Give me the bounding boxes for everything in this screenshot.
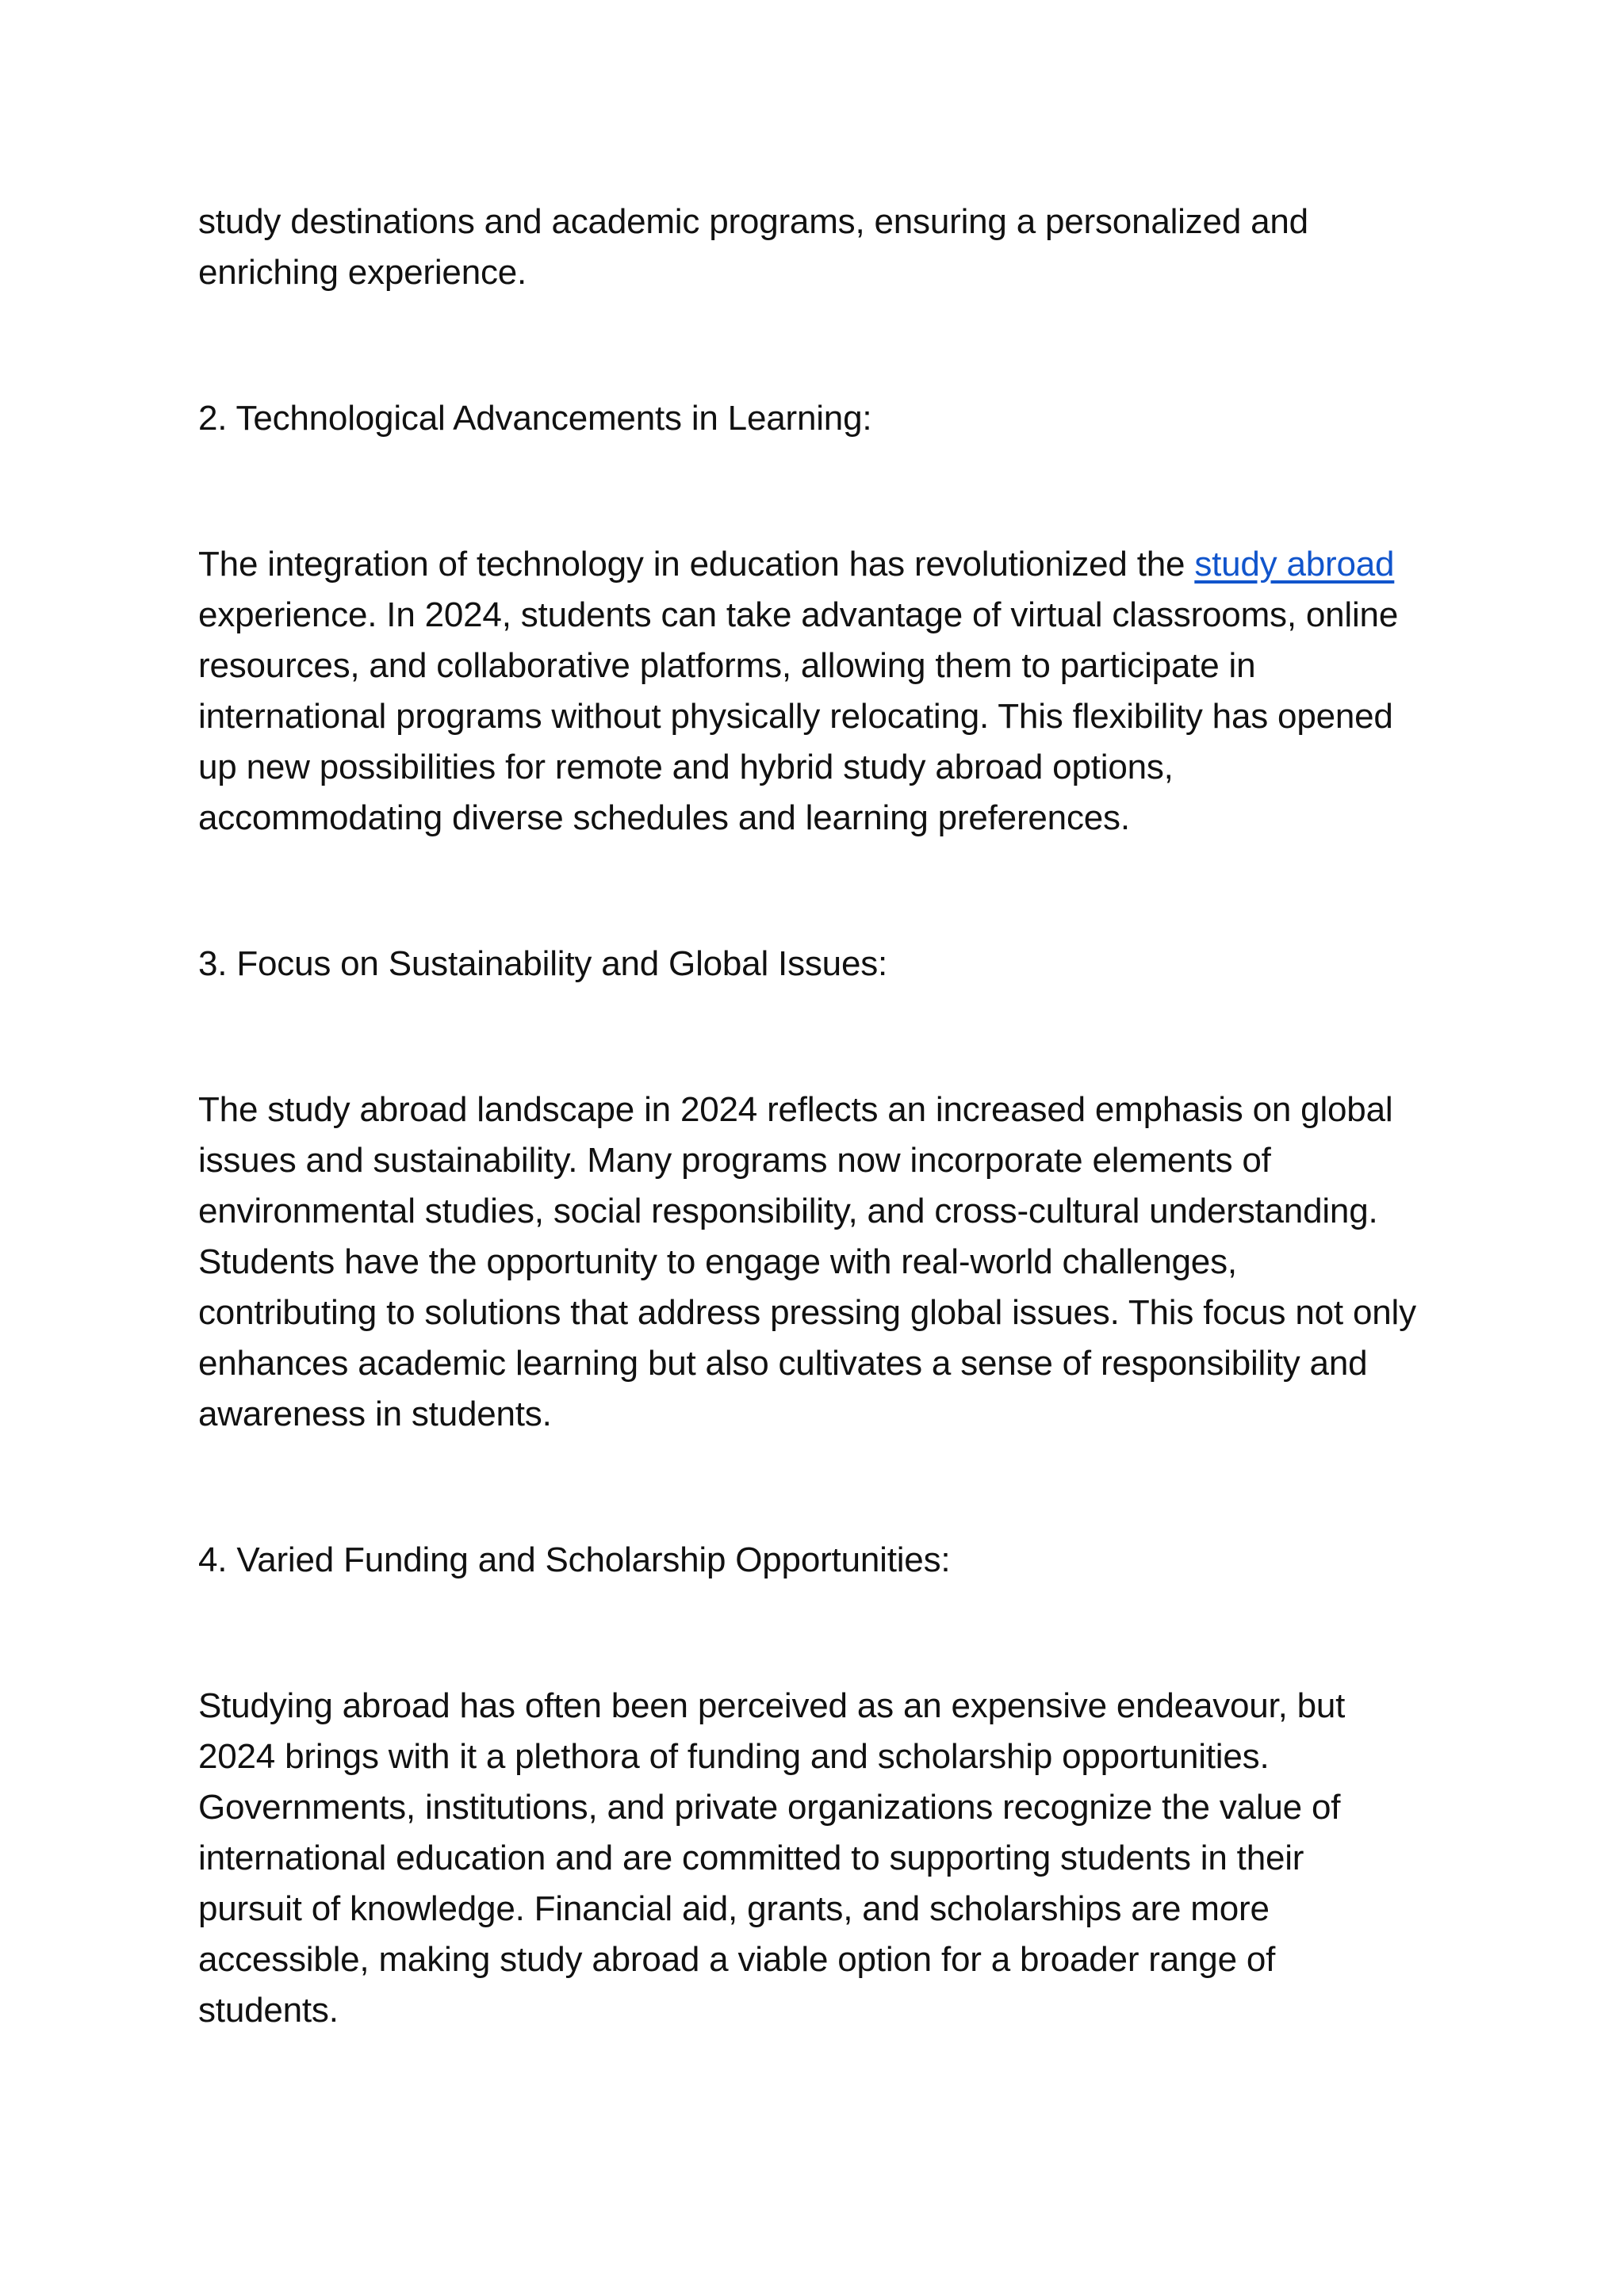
paragraph-line: issues and sustainability. Many programs now incorporate elements of bbox=[198, 1141, 1271, 1180]
paragraph-technology bbox=[198, 539, 1451, 844]
paragraph-line: students. bbox=[198, 1991, 339, 2030]
section-heading-text: 2. Technological Advancements in Learning: bbox=[198, 399, 872, 438]
paragraph-line: accessible, making study abroad a viable option for a broader range of bbox=[198, 1940, 1276, 1979]
study-abroad-link[interactable]: study abroad bbox=[1194, 545, 1395, 584]
section-heading-text: 4. Varied Funding and Scholarship Opportunities: bbox=[198, 1540, 951, 1579]
paragraph-line: awareness in students. bbox=[198, 1395, 552, 1433]
paragraph-line: pursuit of knowledge. Financial aid, grants, and scholarships are more bbox=[198, 1889, 1270, 1928]
paragraph-line: enhances academic learning but also cultivates a sense of responsibility and bbox=[198, 1344, 1368, 1383]
paragraph-sustainability bbox=[198, 1085, 1451, 1440]
paragraph-line bbox=[198, 539, 1451, 590]
paragraph-funding bbox=[198, 1681, 1451, 2036]
paragraph-line: resources, and collaborative platforms, allowing them to participate in bbox=[198, 646, 1256, 685]
paragraph-line: Governments, institutions, and private organizations recognize the value of bbox=[198, 1788, 1341, 1827]
paragraph-line: contributing to solutions that address pressing global issues. This focus not only bbox=[198, 1293, 1416, 1332]
paragraph-line: environmental studies, social responsibility, and cross-cultural understanding. bbox=[198, 1192, 1378, 1230]
paragraph-line: international programs without physically relocating. This flexibility has opened bbox=[198, 697, 1393, 736]
section-heading-technology bbox=[198, 393, 1451, 444]
intro-line: study destinations and academic programs, ensuring a personalized and bbox=[198, 202, 1308, 241]
paragraph-line: Students have the opportunity to engage with real-world challenges, bbox=[198, 1242, 1237, 1281]
intro-line: enriching experience. bbox=[198, 253, 527, 292]
paragraph-line: international education and are committed to supporting students in their bbox=[198, 1839, 1304, 1877]
section-heading-funding bbox=[198, 1535, 1451, 1586]
section-heading-text: 3. Focus on Sustainability and Global Issues: bbox=[198, 944, 888, 983]
paragraph-line: The study abroad landscape in 2024 reflects an increased emphasis on global bbox=[198, 1090, 1393, 1129]
paragraph-line: 2024 brings with it a plethora of funding and scholarship opportunities. bbox=[198, 1737, 1270, 1776]
paragraph-line: Studying abroad has often been perceived as an expensive endeavour, but bbox=[198, 1686, 1346, 1725]
intro-paragraph bbox=[198, 197, 1451, 298]
paragraph-line: accommodating diverse schedules and learning preferences. bbox=[198, 798, 1130, 837]
document-page bbox=[198, 197, 1451, 2036]
paragraph-line: experience. In 2024, students can take advantage of virtual classrooms, online bbox=[198, 595, 1399, 634]
paragraph-line: up new possibilities for remote and hybrid study abroad options, bbox=[198, 748, 1174, 786]
paragraph-text: The integration of technology in education has revolutionized the bbox=[198, 545, 1195, 584]
section-heading-sustainability bbox=[198, 939, 1451, 989]
